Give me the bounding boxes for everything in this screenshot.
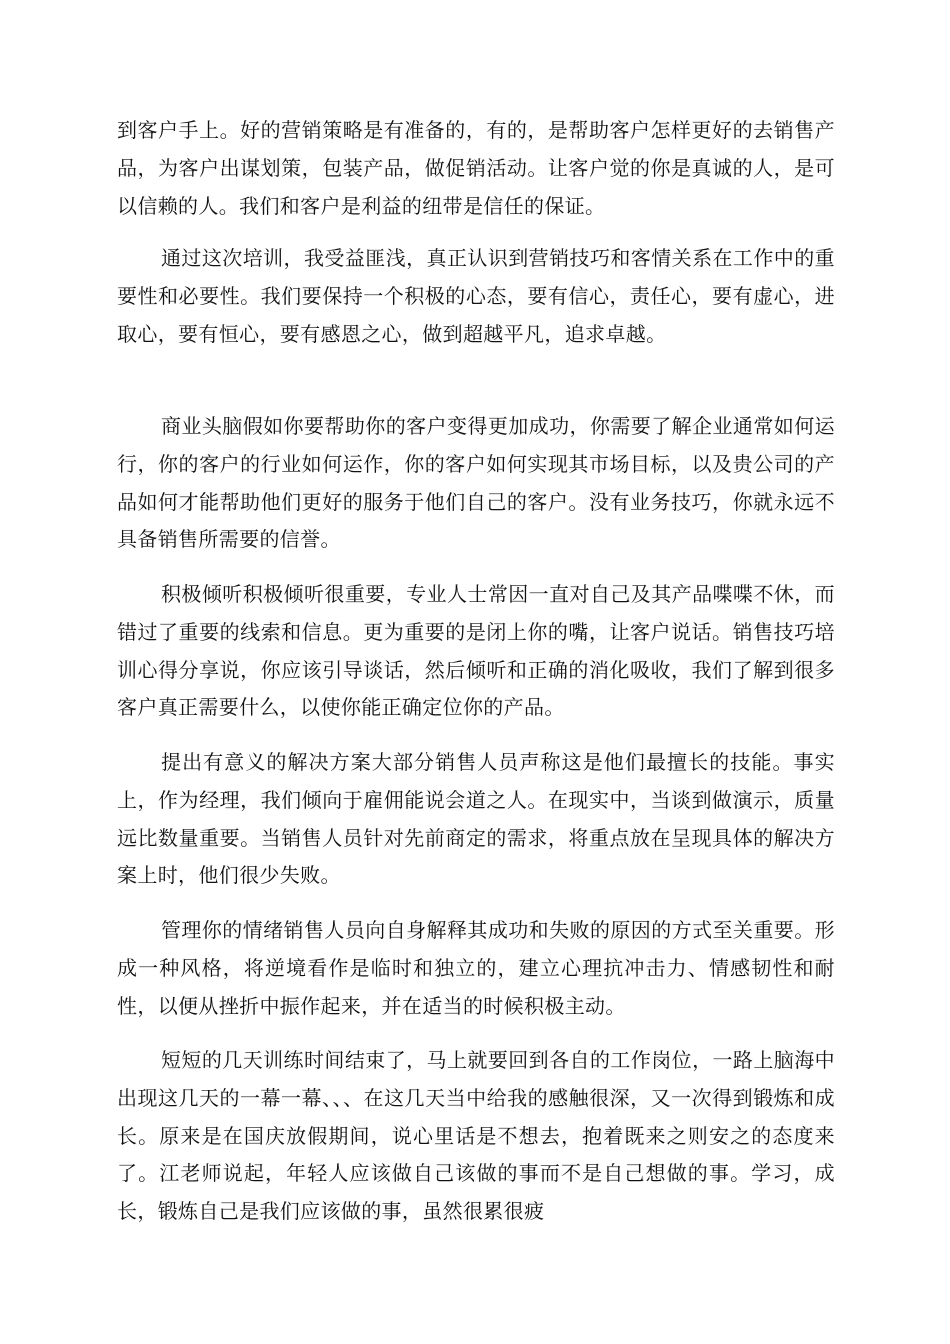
paragraph-6: 管理你的情绪销售人员向自身解释其成功和失败的原因的方式至关重要。形成一种风格，将逆境看作是临时和独立的，建立心理抗冲击力、情感韧性和耐性，以便从挫折中振作起来，并在适当的时候积极主动。 xyxy=(117,918,835,1018)
paragraph-4: 积极倾听积极倾听很重要，专业人士常因一直对自己及其产品喋喋不休，而错过了重要的线索和信息。更为重要的是闭上你的嘴，让客户说话。销售技巧培训心得分享说，你应该引导谈话，然后倾听和正确的消化吸收，我们了解到很多客户真正需要什么，以使你能正确定位你的产品。 xyxy=(117,582,835,720)
paragraph-1: 到客户手上。好的营销策略是有准备的，有的，是帮助客户怎样更好的去销售产品，为客户出谋划策，包装产品，做促销活动。让客户觉的你是真诚的人，是可以信赖的人。我们和客户是利益的纽带是信任的保证。 xyxy=(117,118,835,218)
paragraph-2: 通过这次培训，我受益匪浅，真正认识到营销技巧和客情关系在工作中的重要性和必要性。我们要保持一个积极的心态，要有信心，责任心，要有虚心，进取心，要有恒心，要有感恩之心，做到超越平凡，追求卓越。 xyxy=(117,246,835,346)
paragraph-7: 短短的几天训练时间结束了，马上就要回到各自的工作岗位，一路上脑海中出现这几天的一幕一幕、、、在这几天当中给我的感触很深，又一次得到锻炼和成长。原来是在国庆放假期间，说心里话是不想去，抱着既来之则安之的态度来了。江老师说起，年轻人应该做自己该做的事而不是自己想做的事。学习，成长，锻炼自己是我们应该做的事，虽然很累很疲 xyxy=(117,1048,835,1224)
paragraph-3: 商业头脑假如你要帮助你的客户变得更加成功，你需要了解企业通常如何运行，你的客户的行业如何运作，你的客户如何实现其市场目标，以及贵公司的产品如何才能帮助他们更好的服务于他们自己的客户。没有业务技巧，你就永远不具备销售所需要的信誉。 xyxy=(117,414,835,552)
paragraph-5: 提出有意义的解决方案大部分销售人员声称这是他们最擅长的技能。事实上，作为经理，我们倾向于雇佣能说会道之人。在现实中，当谈到做演示，质量远比数量重要。当销售人员针对先前商定的需求，将重点放在呈现具体的解决方案上时，他们很少失败。 xyxy=(117,750,835,888)
